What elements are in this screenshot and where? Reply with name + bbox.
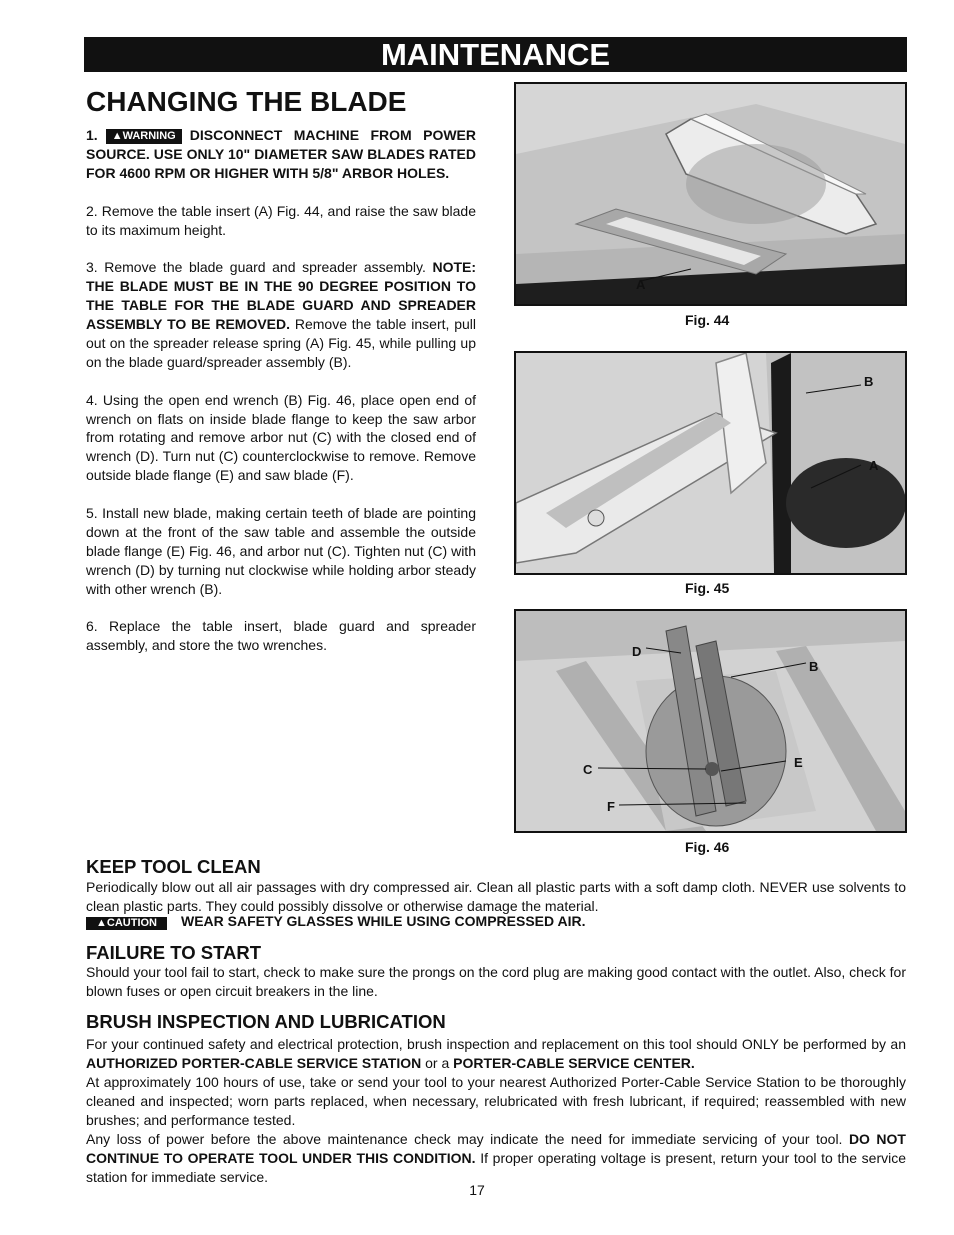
fig-46-caption: Fig. 46: [685, 839, 730, 855]
blade-instructions: [86, 126, 476, 674]
fig-45-caption: Fig. 45: [685, 580, 730, 596]
failure-text: Should your tool fail to start, check to make sure the prongs on the cord plug are making good contact with the outlet. Also, check for blown fuses or open circuit breakers in the line.: [86, 964, 906, 999]
fig-46-photo: [514, 609, 907, 833]
keep-clean-text: Periodically blow out all air passages with dry compressed air. Clean all plastic parts with a soft damp cloth. NEVER use solvents to clean plastic parts. They could possibly dissolve or otherwise damage the material.: [86, 879, 906, 914]
step-3-intro: 3. Remove the blade guard and spreader assembly.: [86, 259, 426, 276]
step-5: 5. Install new blade, making certain teeth of blade are pointing down at the front of the saw table and assemble the outside blade flange (E) Fig. 46, and arbor nut (C). Tighten nut (C) with wrench (D) by turning nut clockwise while holding arbor steady with other wrench (B).: [86, 505, 476, 597]
fig-45-label-a: A: [869, 458, 879, 473]
warning-badge: ▲WARNING: [106, 129, 182, 144]
step-1: [86, 126, 476, 183]
page-title: CHANGING THE BLADE: [86, 86, 407, 117]
brush-p3: [86, 1130, 906, 1187]
service-center-name: PORTER-CABLE SERVICE CENTER.: [453, 1054, 695, 1071]
do-not-operate-warning: DO NOT CONTINUE TO OPERATE TOOL UNDER THIS CONDITION.: [86, 1131, 906, 1166]
brush-p1-or: or a: [421, 1054, 454, 1071]
caution-line: [86, 912, 906, 931]
fig-46-label-d: D: [632, 644, 642, 659]
brush-heading: BRUSH INSPECTION AND LUBRICATION: [86, 1011, 446, 1032]
fig-45-label-b: B: [864, 374, 874, 389]
failure-heading: FAILURE TO START: [86, 942, 262, 963]
step-1-text: DISCONNECT MACHINE FROM POWER SOURCE. USE ONLY 10" DIAMETER SAW BLADES RATED FOR 4600 RPM OR HIGHER WITH 5/8" ARBOR HOLES.: [86, 127, 476, 181]
section-banner: MAINTENANCE: [84, 37, 907, 72]
page-number: 17: [469, 1182, 485, 1198]
fig-44-caption: Fig. 44: [685, 312, 730, 328]
step-1-number: 1.: [86, 127, 98, 143]
fig-46-label-b: B: [809, 659, 819, 674]
fig-46-label-e: E: [794, 755, 803, 770]
service-station-name: AUTHORIZED PORTER-CABLE SERVICE STATION: [86, 1054, 422, 1071]
warning-label: WARNING: [122, 130, 176, 142]
fig-45-photo: [514, 351, 907, 575]
caution-text: WEAR SAFETY GLASSES WHILE USING COMPRESSED AIR.: [181, 913, 586, 929]
step-3-detail: Remove the table insert, pull out on the spreader release spring (A) Fig. 45, while pulling up on the blade guard/spreader assembly (B).: [86, 316, 477, 370]
fig-46-label-f: F: [607, 799, 615, 814]
step-2: 2. Remove the table insert (A) Fig. 44, and raise the saw blade to its maximum height.: [86, 202, 476, 238]
step-3-note: NOTE: THE BLADE MUST BE IN THE 90 DEGREE POSITION TO THE TABLE FOR THE BLADE GUARD AND SPREADER ASSEMBLY TO BE REMOVED.: [86, 259, 477, 333]
fig-46-label-c: C: [583, 762, 593, 777]
brush-p1-text: For your continued safety and electrical protection, brush inspection and replacement on this tool should ONLY be performed by an: [86, 1036, 906, 1052]
step-6: 6. Replace the table insert, blade guard and spreader assembly, and store the two wrenches.: [86, 618, 476, 654]
fig-44-photo: [514, 82, 907, 306]
fig-44-label-a: A: [636, 277, 646, 292]
caution-badge: ▲CAUTION: [86, 917, 167, 930]
brush-p1: [86, 1035, 906, 1073]
brush-p2: At approximately 100 hours of use, take or send your tool to your nearest Authorized Porter-Cable Service Station to be thoroughly cleaned and inspected; worn parts replaced, when necessary, relubricated with fresh lubricant, if required; reassembled with new brushes; and performance tested.: [86, 1074, 906, 1128]
keep-clean-heading: KEEP TOOL CLEAN: [86, 856, 261, 877]
brush-p3-text: Any loss of power before the above maintenance check may indicate the need for immediate servicing of your tool.: [86, 1131, 849, 1147]
step-4: 4. Using the open end wrench (B) Fig. 46, place open end of wrench on flats on inside blade flange to keep the saw arbor from rotating and remove arbor nut (C) with the closed end of wrench (D). Turn nut (C) counterclockwise to remove. Remove outside blade flange (E) and saw blade (F).: [86, 391, 476, 484]
brush-p3-return: If proper operating voltage is present, return your tool to the service station for immediate service.: [86, 1149, 906, 1185]
step-3: [86, 258, 476, 371]
caution-label: CAUTION: [106, 917, 157, 929]
